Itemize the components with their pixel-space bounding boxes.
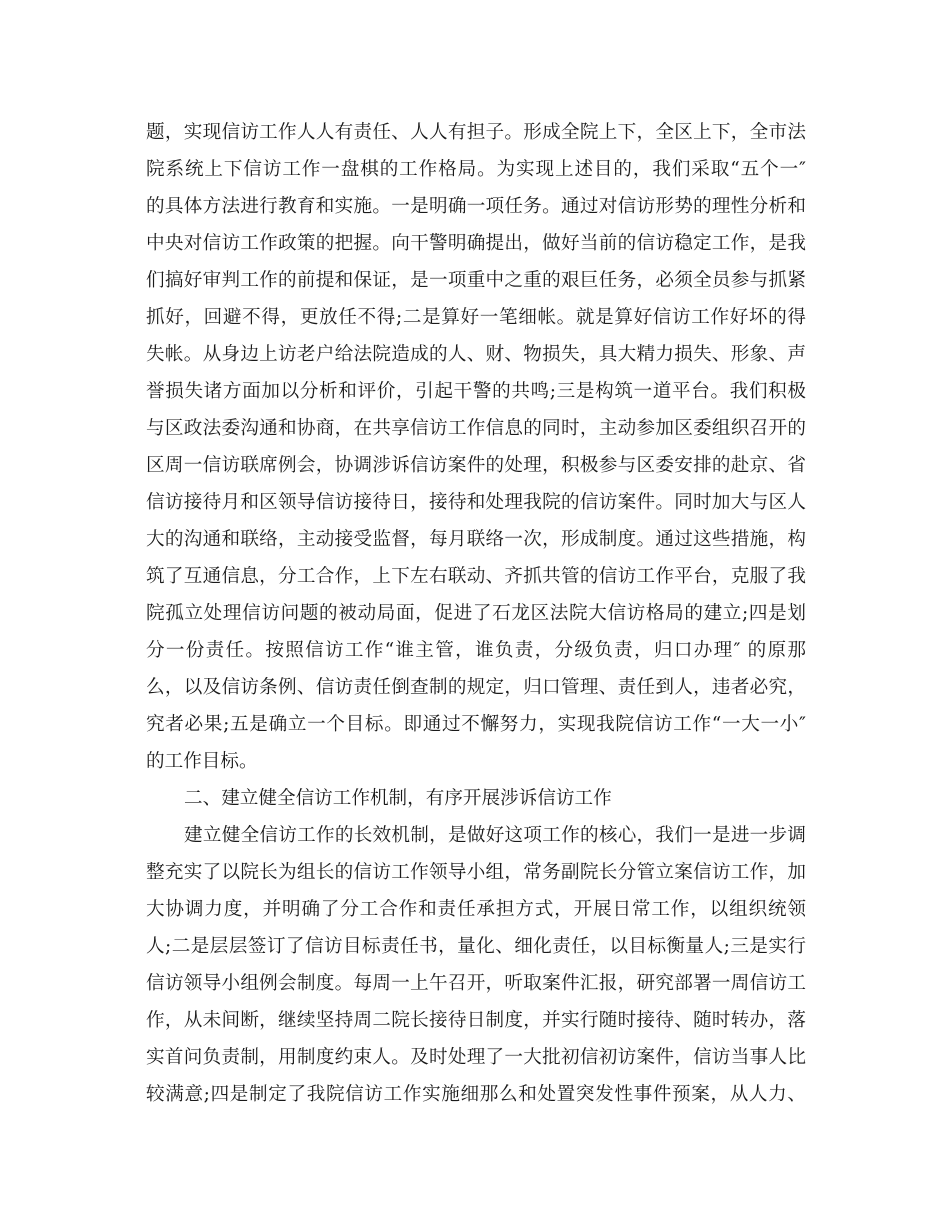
text-line: 大协调力度，并明确了分工合作和责任承担方式，开展日常工作，以组织统领 — [146, 899, 806, 920]
text-line: 题，实现信访工作人人有责任、人人有担子。形成全院上下，全区上下，全市法 — [146, 122, 806, 143]
text-line: 信访领导小组例会制度。每周一上午召开，听取案件汇报，研究部署一周信访工 — [146, 973, 806, 994]
text-line: 抓好，回避不得，更放任不得;二是算好一笔细帐。就是算好信访工作好坏的得 — [146, 307, 806, 328]
text-line: 失帐。从身边上访老户给法院造成的人、财、物损失，具大精力损失、形象、声 — [146, 344, 806, 365]
text-line: 么，以及信访条例、信访责任倒查制的规定，归口管理、责任到人，违者必究， — [146, 677, 806, 698]
text-line: 中央对信访工作政策的把握。向干警明确提出，做好当前的信访稳定工作，是我 — [146, 233, 806, 254]
text-line: 誉损失诸方面加以分析和评价，引起干警的共鸣;三是构筑一道平台。我们积极 — [146, 381, 806, 402]
text-line: 人;二是层层签订了信访目标责任书，量化、细化责任，以目标衡量人;三是实行 — [146, 936, 806, 957]
text-line: 筑了互通信息，分工合作，上下左右联动、齐抓共管的信访工作平台，克服了我 — [146, 566, 806, 587]
text-line: 们搞好审判工作的前提和保证，是一项重中之重的艰巨任务，必须全员参与抓紧 — [146, 270, 806, 291]
text-line: 分一份责任。按照信访工作“谁主管，谁负责，分级负责，归口办理″ 的原那 — [146, 640, 806, 661]
text-line: 的工作目标。 — [146, 751, 258, 772]
body-text — [146, 114, 806, 1113]
text-line: 建立健全信访工作的长效机制，是做好这项工作的核心，我们一是进一步调 — [184, 825, 806, 846]
text-line: 究者必果;五是确立一个目标。即通过不懈努力，实现我院信访工作“一大一小″ — [146, 714, 806, 735]
section-heading: 二、建立健全信访工作机制，有序开展涉诉信访工作 — [184, 788, 612, 809]
text-line: 的具体方法进行教育和实施。一是明确一项任务。通过对信访形势的理性分析和 — [146, 196, 806, 217]
text-line: 院系统上下信访工作一盘棋的工作格局。为实现上述目的，我们采取“五个一″ — [146, 159, 806, 180]
text-line: 整充实了以院长为组长的信访工作领导小组，常务副院长分管立案信访工作，加 — [146, 862, 806, 883]
text-line: 区周一信访联席例会，协调涉诉信访案件的处理，积极参与区委安排的赴京、省 — [146, 455, 806, 476]
text-line: 作，从未间断，继续坚持周二院长接待日制度，并实行随时接待、随时转办，落 — [146, 1010, 806, 1031]
text-line: 院孤立处理信访问题的被动局面，促进了石龙区法院大信访格局的建立;四是划 — [146, 603, 806, 624]
text-line: 信访接待月和区领导信访接待日，接待和处理我院的信访案件。同时加大与区人 — [146, 492, 806, 513]
text-line: 与区政法委沟通和协商，在共享信访工作信息的同时，主动参加区委组织召开的 — [146, 418, 806, 439]
text-line: 较满意;四是制定了我院信访工作实施细那么和处置突发性事件预案，从人力、 — [146, 1084, 806, 1105]
text-line: 大的沟通和联络，主动接受监督，每月联络一次，形成制度。通过这些措施，构 — [146, 529, 806, 550]
text-line: 实首问负责制，用制度约束人。及时处理了一大批初信初访案件，信访当事人比 — [146, 1047, 806, 1068]
